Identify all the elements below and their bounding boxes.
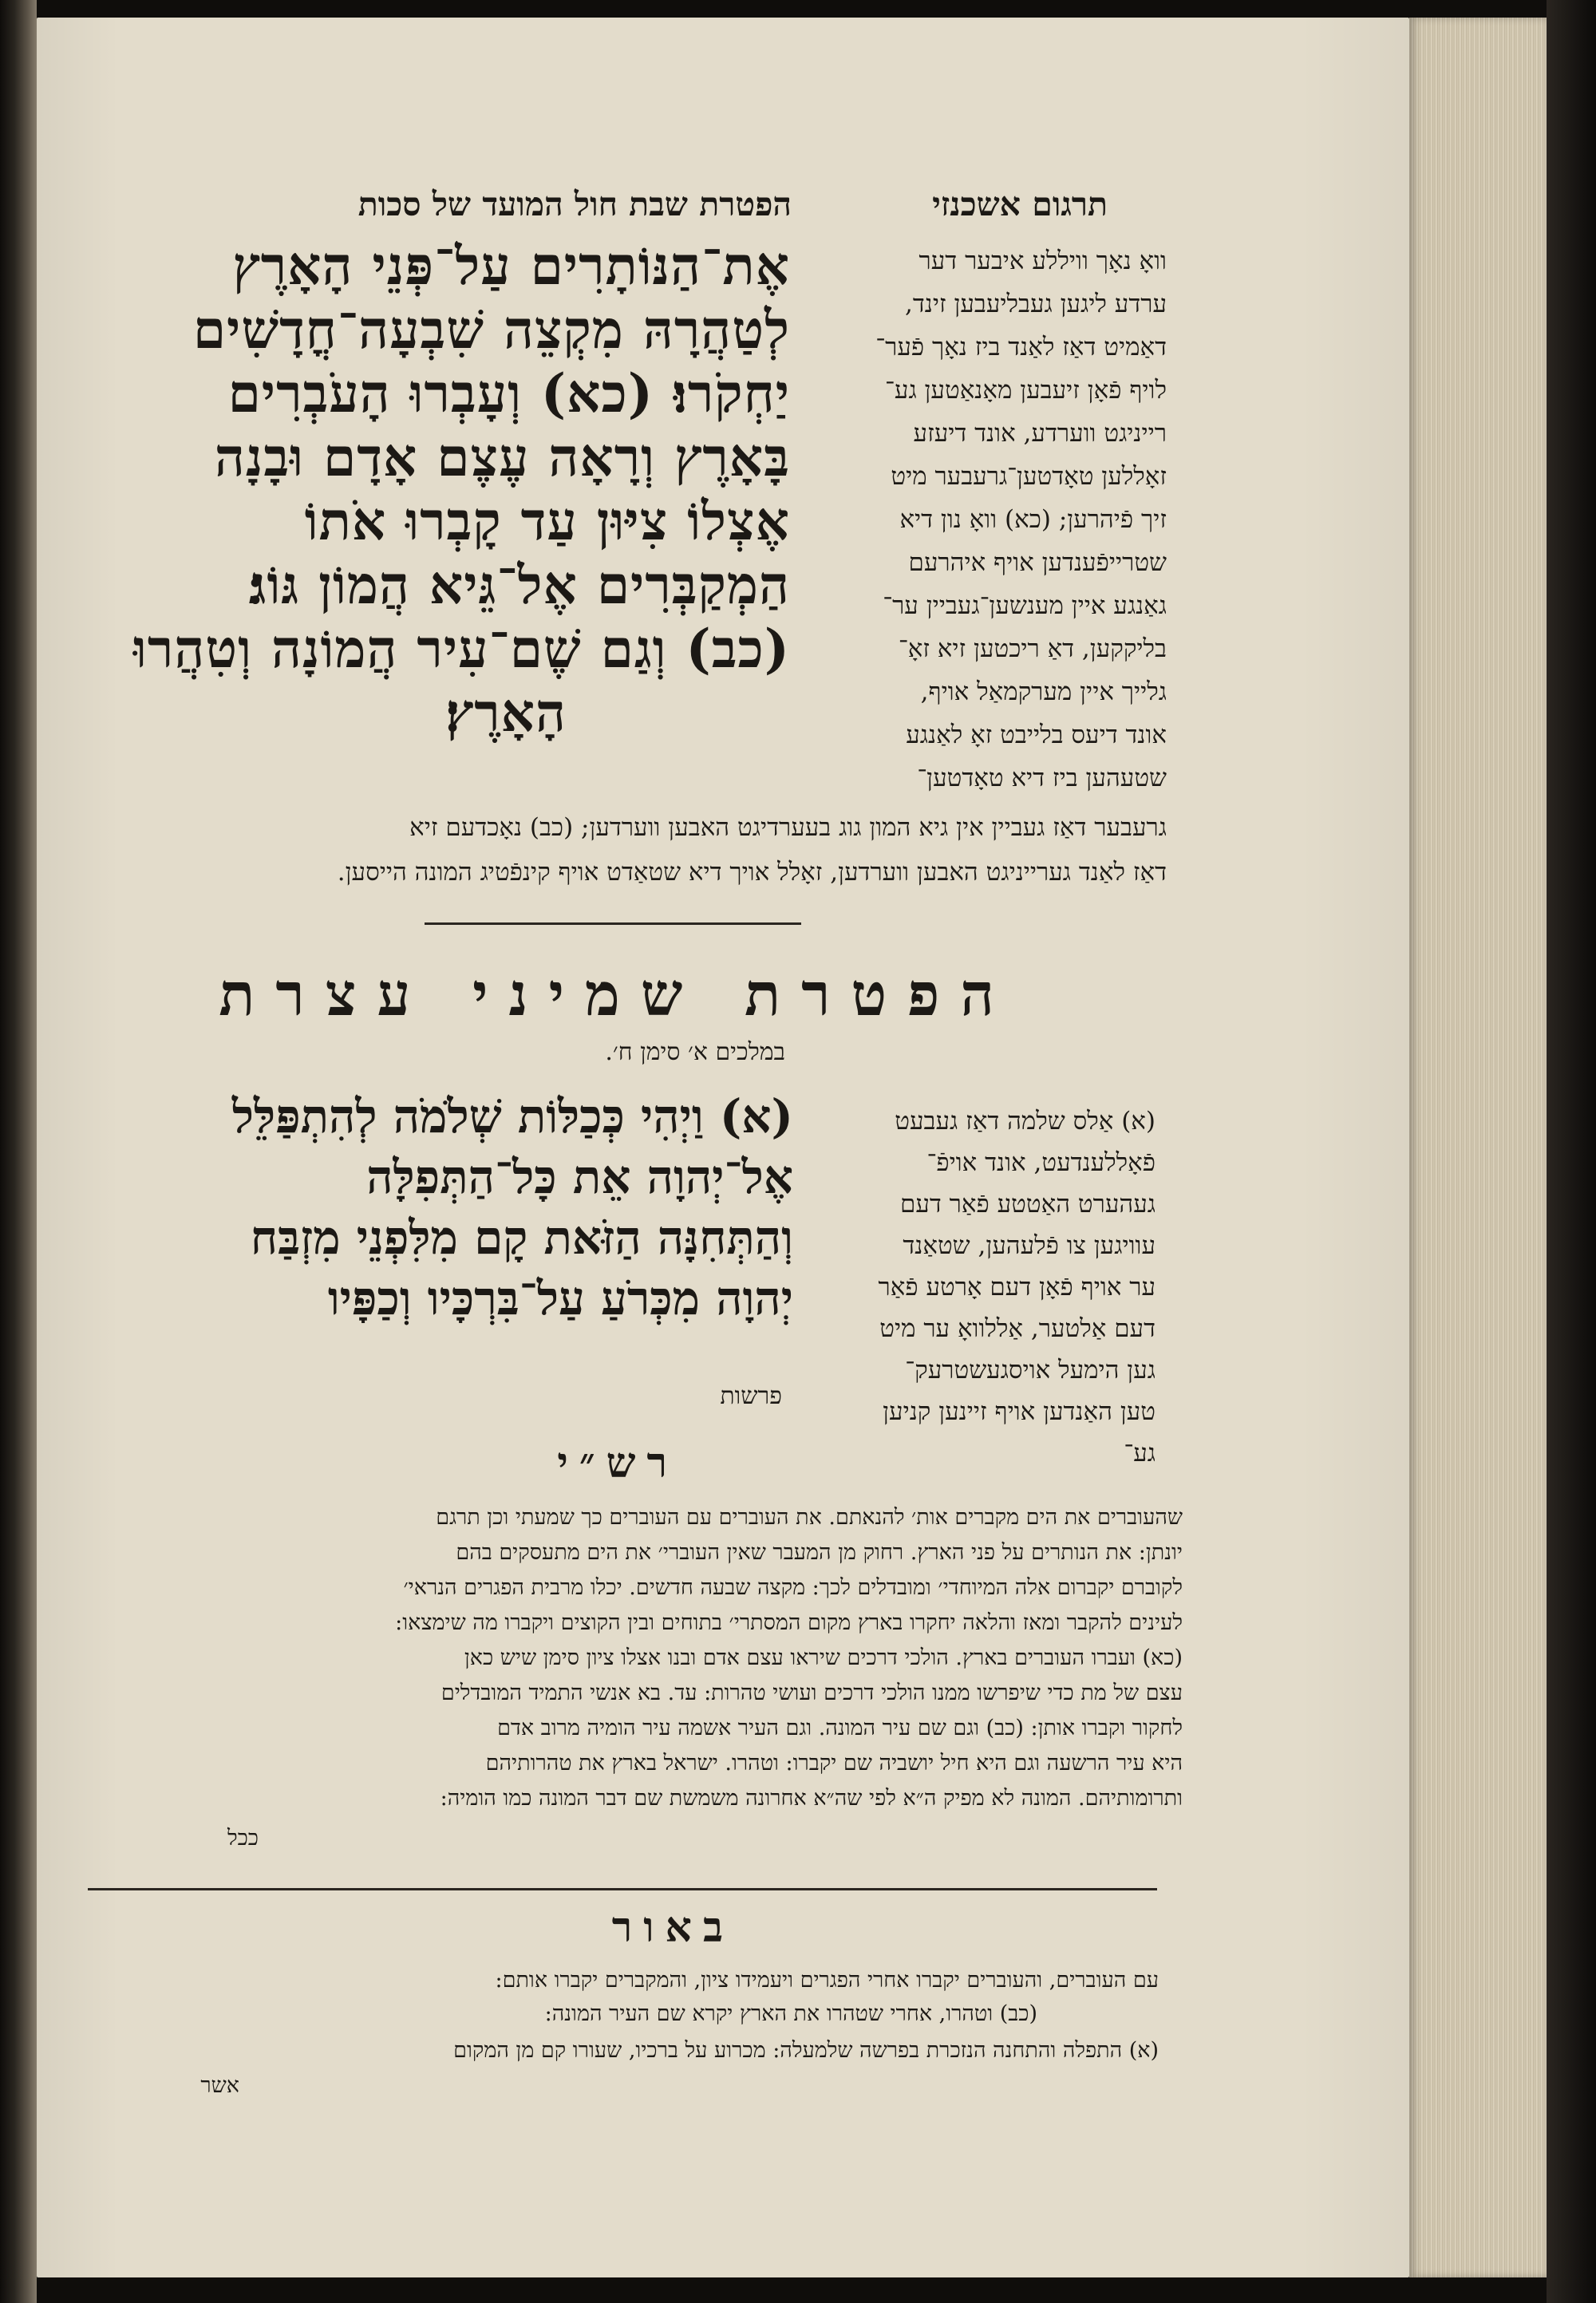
yiddish-translation-line: גע־ <box>1124 1439 1156 1468</box>
catchword: אשר <box>200 2073 239 2098</box>
yiddish-translation-line: פֿאָללענדעט, אונד אויפֿ־ <box>926 1148 1156 1177</box>
yiddish-translation-line-full: גרעבער דאַז געביין אין גיא המון גוג בעערדיגט האבען ווערדען; (כב) נאָכדעם זיא <box>409 813 1167 842</box>
rashi-commentary-line: ותרומותיהם. המונה לא מפיק ה״א לפי שה״א אחרונה משמשת שם דבר המונה כמו הומיה: <box>440 1786 1183 1811</box>
biur-commentary-line: (כב) וטהרו, אחרי שטהרו את הארץ יקרא שם העיר המונה: <box>544 2001 1037 2026</box>
rashi-commentary-line: לקוברם יקברום אלה המיוחדי׳ ומובדלים לכך: מקצה שבעה חדשים. יכלו מרבית הפגרים הנראי׳ <box>403 1575 1183 1600</box>
section-title: הפטרת שמיני עצרת <box>219 961 1015 1029</box>
rashi-commentary-line: לחקור וקברו אותן: (כב) וגם שם עיר המונה. וגם העיר אשמה עיר הומיה מרוב אדם <box>497 1716 1183 1740</box>
rashi-commentary-line: (כא) ועברו העוברים בארץ. הולכי דרכים שיראו עצם אדם ובנו אצלו ציון סימן שיש כאן <box>464 1645 1183 1670</box>
yiddish-translation-line: וואָ נאָך וויללע איבער דער <box>918 247 1167 275</box>
yiddish-translation-line: רייניגט ווערדע, אונד דיעזע <box>913 419 1167 448</box>
yiddish-translation-line: גען הימעל אויסגעשטרעק־ <box>905 1356 1156 1385</box>
rashi-commentary-line: לעינים להקבר ומאז והלאה יחקרו בארץ מקום המסתרי׳ בתוחים ובין הקוצים ויקברו מה שימצאו: <box>395 1610 1183 1635</box>
yiddish-translation-line: גלייך איין מערקמאַל אויף, <box>920 677 1167 706</box>
yiddish-translation-line: שטרייפֿענדען אויף איהרעם <box>908 548 1167 577</box>
hebrew-text-line: (כב) וְגַם שֶׁם־עִיר הֲמוֹנָה וְטִהֲרוּ <box>133 618 790 680</box>
hebrew-text-line: בָּאָרֶץ וְרָאָה עֶצֶם אָדָם וּבָנָה <box>214 426 790 488</box>
page-edges <box>1409 18 1547 2277</box>
yiddish-translation-line: עוויגען צו פֿלעהען, שטאַנד <box>903 1231 1156 1260</box>
page-header-right: תרגום אשכנזי <box>932 185 1108 223</box>
yiddish-translation-line: ערדע ליגען געבליעבען זינד, <box>905 290 1167 318</box>
divider-rule <box>425 922 801 925</box>
hebrew-text-line: (א) וַיְהִי כְּכַלּוֹת שְׁלֹמֹה לְהִתְפַּלֵּל <box>231 1089 793 1144</box>
rashi-commentary-line: שהעוברים את הים מקברים אות׳ להנאתם. את העוברים עם העוברים כך שמעתי וכן תרגם <box>436 1505 1183 1530</box>
yiddish-translation-line: גאַנגע איין מענשען־געביין ער־ <box>883 591 1167 620</box>
rashi-commentary-line: היא עיר הרשעה וגם היא חיל יושביה שם יקברו: וטהרו. ישראל בארץ את טהרותיהם <box>485 1751 1183 1776</box>
page-header-left: הפטרת שבת חול המועד של סכות <box>358 185 792 223</box>
yiddish-translation-line: טען האַנדען אויף זיינען קניען <box>883 1397 1156 1426</box>
yiddish-translation-line: לויף פֿאָן זיעבען מאָנאַטען גע־ <box>885 376 1167 405</box>
yiddish-translation-line: דעם אַלטער, אַללוואָ ער מיט <box>879 1314 1156 1343</box>
rashi-heading: רש״י <box>557 1439 678 1487</box>
hebrew-text-line: לְטַהֲרָהּ מִקְצֵה שִׁבְעָה־חֳדָשִׁים <box>192 298 790 361</box>
yiddish-translation-line: זאָללען טאָדטען־גרעבער מיט <box>891 462 1167 491</box>
book-cover-edge <box>1547 0 1596 2303</box>
catchword: ככל <box>227 1826 259 1851</box>
yiddish-translation-line: דאַמיט דאַז לאַנד ביז נאָך פֿער־ <box>875 333 1167 361</box>
hebrew-text-line: הָאָרֶץ׃ <box>444 681 567 744</box>
biur-commentary-line: (א) התפלה והתחנה הנזכרת בפרשה שלמעלה: מכרוע על ברכיו, שעורו קם מן המקום <box>453 2038 1159 2063</box>
book-spine-left <box>0 0 37 2303</box>
biur-heading: באור <box>611 1903 734 1952</box>
divider-rule <box>88 1888 1157 1890</box>
rashi-commentary-line: יונתן: את הנותרים על פני הארץ. רחוק מן המעבר שאין העוברי׳ את הים מתעסקים בהם <box>456 1540 1183 1565</box>
yiddish-translation-line: אונד דיעס בלייבט זאָ לאַנגע <box>906 721 1167 749</box>
rashi-commentary-line: עצם של מת כדי שיפרשו ממנו הולכי דרכים ועושי טהרות: עד. בא אנשי התמיד המובדלים <box>440 1681 1183 1705</box>
yiddish-translation-line: ער אויף פֿאָן דעם אָרטע פֿאַר <box>878 1273 1156 1302</box>
yiddish-translation-line: געהערט האַטטע פֿאַר דעם <box>900 1190 1156 1219</box>
hebrew-text-line: יְהוָה מִכְּרֹעַ עַל־בִּרְכָּיו וְכַפָּיו <box>327 1271 793 1325</box>
yiddish-translation-line: שטעהען ביז דיא טאָדטען־ <box>917 764 1167 792</box>
yiddish-translation-line: זיך פֿיהרען; (כא) וואָ נון דיא <box>899 505 1167 534</box>
hebrew-text-line: אֶת־הַנּוֹתָרִים עַל־פְּנֵי הָאָרֶץ <box>232 235 790 297</box>
hebrew-text-line: וְהַתְּחִנָּה הַזֹּאת קָם מִלִּפְנֵי מִזְבַּח <box>250 1211 793 1265</box>
yiddish-translation-line: בליקקען, דאַ ריכטען זיא זאָ־ <box>898 634 1167 663</box>
source-reference: במלכים א׳ סימן ח׳. <box>605 1038 785 1066</box>
hebrew-text-line: יַחְקֹרוּ׃ (כא) וְעָבְרוּ הָעֹבְרִים <box>227 362 790 425</box>
hebrew-text-line: אֶל־יְהוָה אֵת כָּל־הַתְּפִלָּה <box>366 1150 793 1204</box>
hebrew-text-line: אֶצְלוֹ צִיּוּן עַד קָבְרוּ אֹתוֹ <box>304 490 790 552</box>
biur-commentary-line: עם העוברים, והעוברים יקברו אחרי הפגרים ויעמידו ציון, והמקברים יקברו אותם: <box>495 1968 1159 1993</box>
yiddish-translation-line-full: דאַז לאַנד גערייניגט האבען ווערדען, זאָלל אויך דיא שטאַדט אויף קינפֿטיג המונה הייסען. <box>337 858 1167 887</box>
hebrew-text-line: הַמְקַבְּרִים אֶל־גֵּיא הֲמוֹן גּוֹג׃ <box>247 554 790 616</box>
catchword: פרשות <box>720 1382 782 1410</box>
yiddish-translation-line: (א) אַלס שלמה דאַז געבעט <box>895 1107 1156 1136</box>
